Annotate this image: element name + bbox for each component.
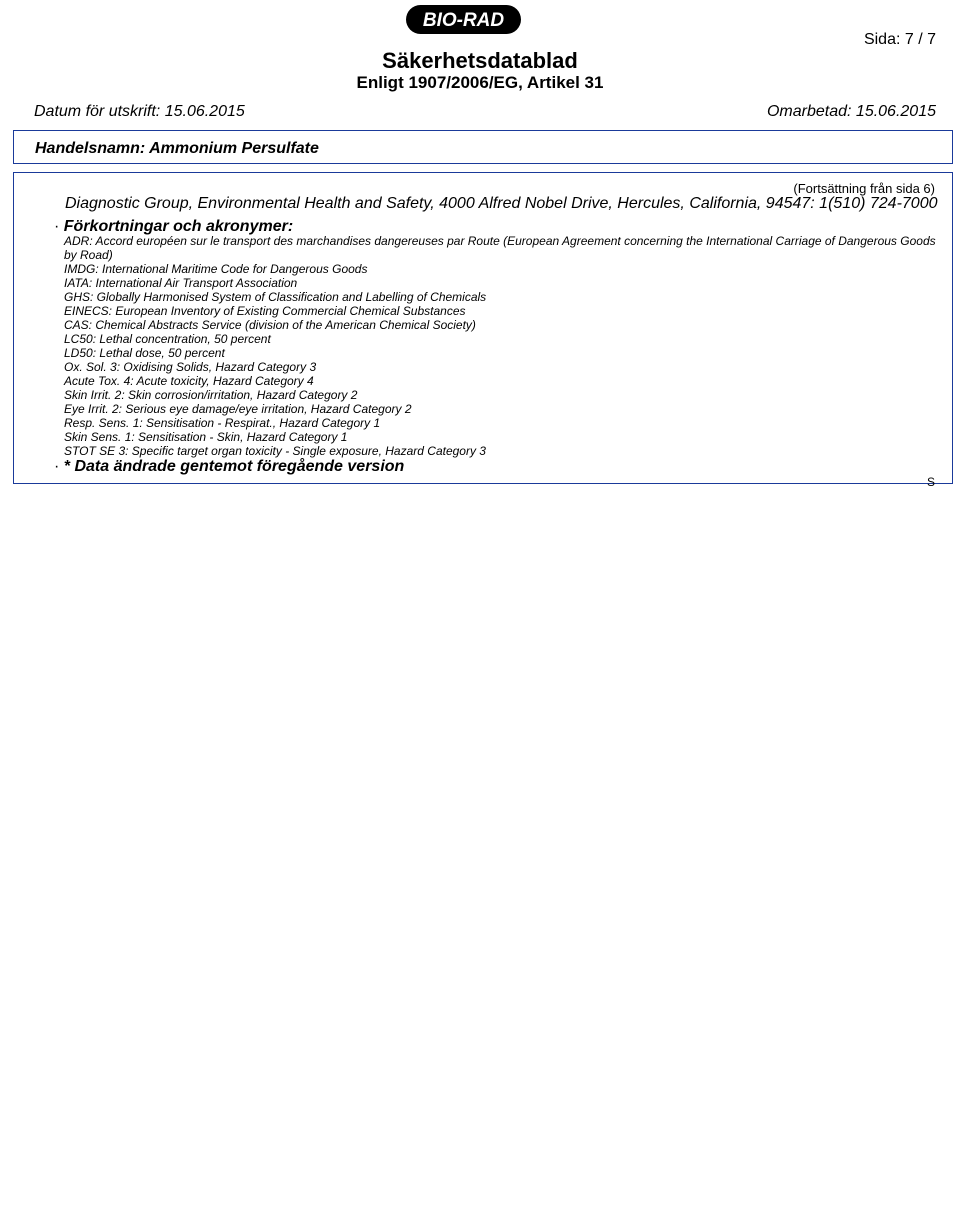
list-item: Eye Irrit. 2: Serious eye damage/eye irritation, Hazard Category 2 bbox=[64, 402, 412, 416]
list-item: Skin Sens. 1: Sensitisation - Skin, Hazard Category 1 bbox=[64, 430, 348, 444]
list-item: Ox. Sol. 3: Oxidising Solids, Hazard Category 3 bbox=[64, 360, 317, 374]
list-item: Acute Tox. 4: Acute toxicity, Hazard Category 4 bbox=[64, 374, 314, 388]
list-item: Skin Irrit. 2: Skin corrosion/irritation, Hazard Category 2 bbox=[64, 388, 358, 402]
revised-date: Omarbetad: 15.06.2015 bbox=[766, 103, 936, 120]
list-item: LC50: Lethal concentration, 50 percent bbox=[64, 332, 271, 346]
list-item: ADR: Accord européen sur le transport des marchandises dangereuses par Route (European Agreement concerning the International Carriage of Dangerous Goods by Road) bbox=[64, 234, 936, 262]
trade-name: Handelsnamn: Ammonium Persulfate bbox=[35, 140, 319, 157]
print-date: Datum för utskrift: 15.06.2015 bbox=[34, 103, 245, 120]
list-item: CAS: Chemical Abstracts Service (division of the American Chemical Society) bbox=[64, 318, 476, 332]
document-title: Säkerhetsdatablad bbox=[382, 48, 578, 73]
content-box bbox=[13, 172, 953, 489]
logo-text: BIO-RAD bbox=[422, 10, 505, 31]
list-item: GHS: Globally Harmonised System of Classification and Labelling of Chemicals bbox=[64, 290, 487, 304]
list-item: IATA: International Air Transport Association bbox=[64, 276, 298, 290]
list-item: STOT SE 3: Specific target organ toxicity - Single exposure, Hazard Category 3 bbox=[64, 444, 486, 458]
list-item: EINECS: European Inventory of Existing Commercial Chemical Substances bbox=[64, 304, 466, 318]
bio-rad-logo bbox=[405, 4, 522, 35]
document-subtitle: Enligt 1907/2006/EG, Artikel 31 bbox=[356, 73, 604, 92]
bullet: · bbox=[54, 218, 60, 235]
list-item: LD50: Lethal dose, 50 percent bbox=[64, 346, 225, 360]
trade-name-box bbox=[13, 130, 953, 164]
language-mark: S bbox=[926, 475, 935, 489]
contact-address: Diagnostic Group, Environmental Health and Safety, 4000 Alfred Nobel Drive, Hercules, California, 94547: 1(510) 724-7000 bbox=[65, 195, 938, 212]
list-item: IMDG: International Maritime Code for Dangerous Goods bbox=[64, 262, 368, 276]
abbreviations-list bbox=[64, 234, 944, 458]
page-number: Sida: 7 / 7 bbox=[863, 31, 936, 48]
bullet: · bbox=[54, 458, 60, 475]
abbreviations-heading-text: Förkortningar och akronymer: bbox=[63, 218, 294, 235]
changed-data-note bbox=[54, 458, 404, 476]
list-item: Resp. Sens. 1: Sensitisation - Respirat., Hazard Category 1 bbox=[64, 416, 381, 430]
changed-data-note-text: * Data ändrade gentemot föregående version bbox=[63, 458, 405, 475]
continued-note: (Fortsättning från sida 6) bbox=[793, 181, 935, 196]
